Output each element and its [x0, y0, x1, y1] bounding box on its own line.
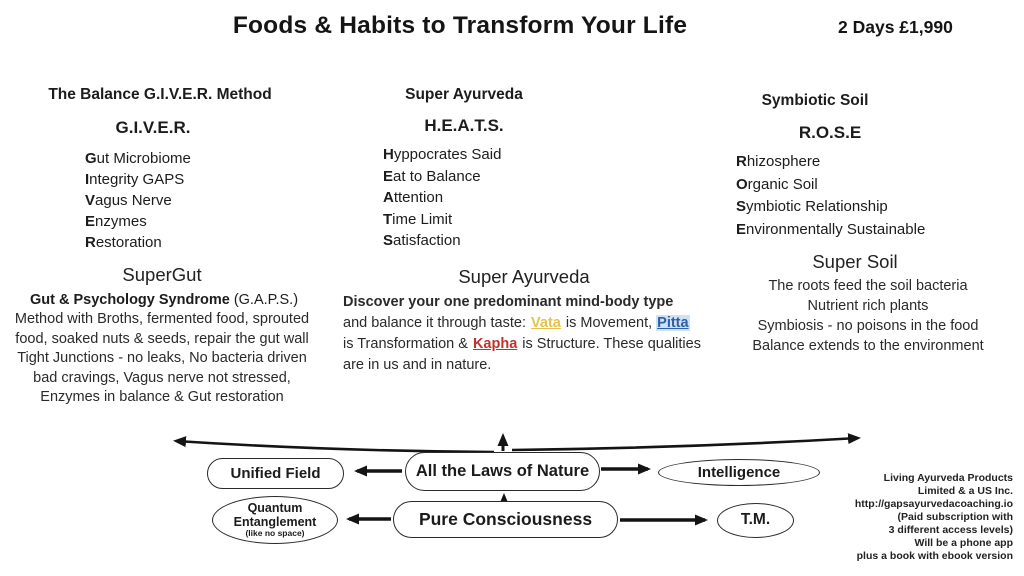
list-item: Vagus Nerve: [85, 192, 172, 209]
list-item: Eat to Balance: [383, 167, 481, 185]
node-unified-field: Unified Field: [207, 458, 344, 489]
list-item: Restoration: [85, 234, 162, 251]
node-quantum-entanglement: Quantum Entanglement (like no space): [212, 496, 338, 544]
column-super-ayurveda: [340, 86, 702, 376]
list-item: Organic Soil: [736, 175, 818, 193]
list-item: Rhizosphere: [736, 153, 821, 170]
giver-acronym: G.I.V.E.R.: [115, 118, 191, 137]
giver-list: [85, 148, 320, 253]
column-giver-method: [14, 86, 320, 408]
price-label: 2 Days £1,990: [838, 17, 953, 37]
column-symbiotic-soil: [700, 92, 1024, 356]
list-item: Satisfaction: [383, 232, 461, 249]
list-item: Gut Microbiome: [85, 150, 191, 167]
footer-url: http://gapsayurvedacoaching.io: [854, 498, 1013, 510]
list-item: Hyppocrates Said: [383, 146, 502, 163]
list-item: Attention: [383, 189, 444, 206]
node-pure-consciousness: Pure Consciousness: [393, 501, 618, 538]
list-item: Time Limit: [383, 210, 453, 228]
list-item: Enzymes: [85, 213, 147, 230]
pitta-keyword: Pitta: [657, 314, 689, 331]
node-all-the-laws-of-nature: All the Laws of Nature: [405, 452, 600, 491]
arc-arrow-left: [176, 441, 494, 452]
heats-list: [383, 144, 702, 252]
soil-body-text: The roots feed the soil bacteria Nutrient rich plants Symbiosis - no poisons in the food Balance extends to the environment: [752, 278, 984, 354]
super-soil-subheading: Super Soil: [812, 251, 898, 272]
rose-acronym: R.O.S.E: [798, 123, 862, 142]
super-ayurveda-subheading: Super Ayurveda: [458, 265, 590, 287]
gaps-syndrome-line: Gut & Psychology Syndrome (G.A.P.S.): [29, 292, 299, 308]
list-item: Integrity GAPS: [85, 171, 185, 188]
rose-list: [736, 151, 1024, 241]
arc-arrow-right: [512, 438, 858, 450]
page-title: Foods & Habits to Transform Your Life: [232, 12, 688, 39]
heats-acronym: H.E.A.T.S.: [424, 116, 504, 135]
node-intelligence: Intelligence: [658, 459, 820, 486]
node-tm: T.M.: [717, 503, 794, 538]
giver-body-text: Method with Broths, fermented food, sprouted food, soaked nuts & seeds, repair the gut wall Tight Junctions - no leaks, No bacteria driven bad cravings, Vagus nerve not stressed, Enzymes in balance & Gut restoration: [14, 311, 310, 405]
giver-header: The Balance G.I.V.E.R. Method: [48, 86, 272, 103]
list-item: Symbiotic Relationship: [736, 198, 888, 215]
vata-keyword: Vata: [531, 314, 561, 331]
ayurveda-header: Super Ayurveda: [405, 86, 523, 103]
soil-header: Symbiotic Soil: [761, 92, 869, 109]
list-item: Environmentally Sustainable: [736, 220, 926, 238]
footer-info: Living Ayurveda Products Limited & a US Inc. http://gapsayurvedacoaching.io (Paid subscription with 3 different access levels) Will be a phone app plus a book with ebook version: [733, 472, 1013, 563]
ayurveda-paragraph: Discover your one predominant mind-body type and balance it through taste: Vata is Movement, Pitta is Transformation & Kapha is Structure. These qualities are in us and in nature.: [343, 293, 701, 373]
supergut-subheading: SuperGut: [122, 264, 202, 285]
kapha-keyword: Kapha: [472, 335, 518, 352]
